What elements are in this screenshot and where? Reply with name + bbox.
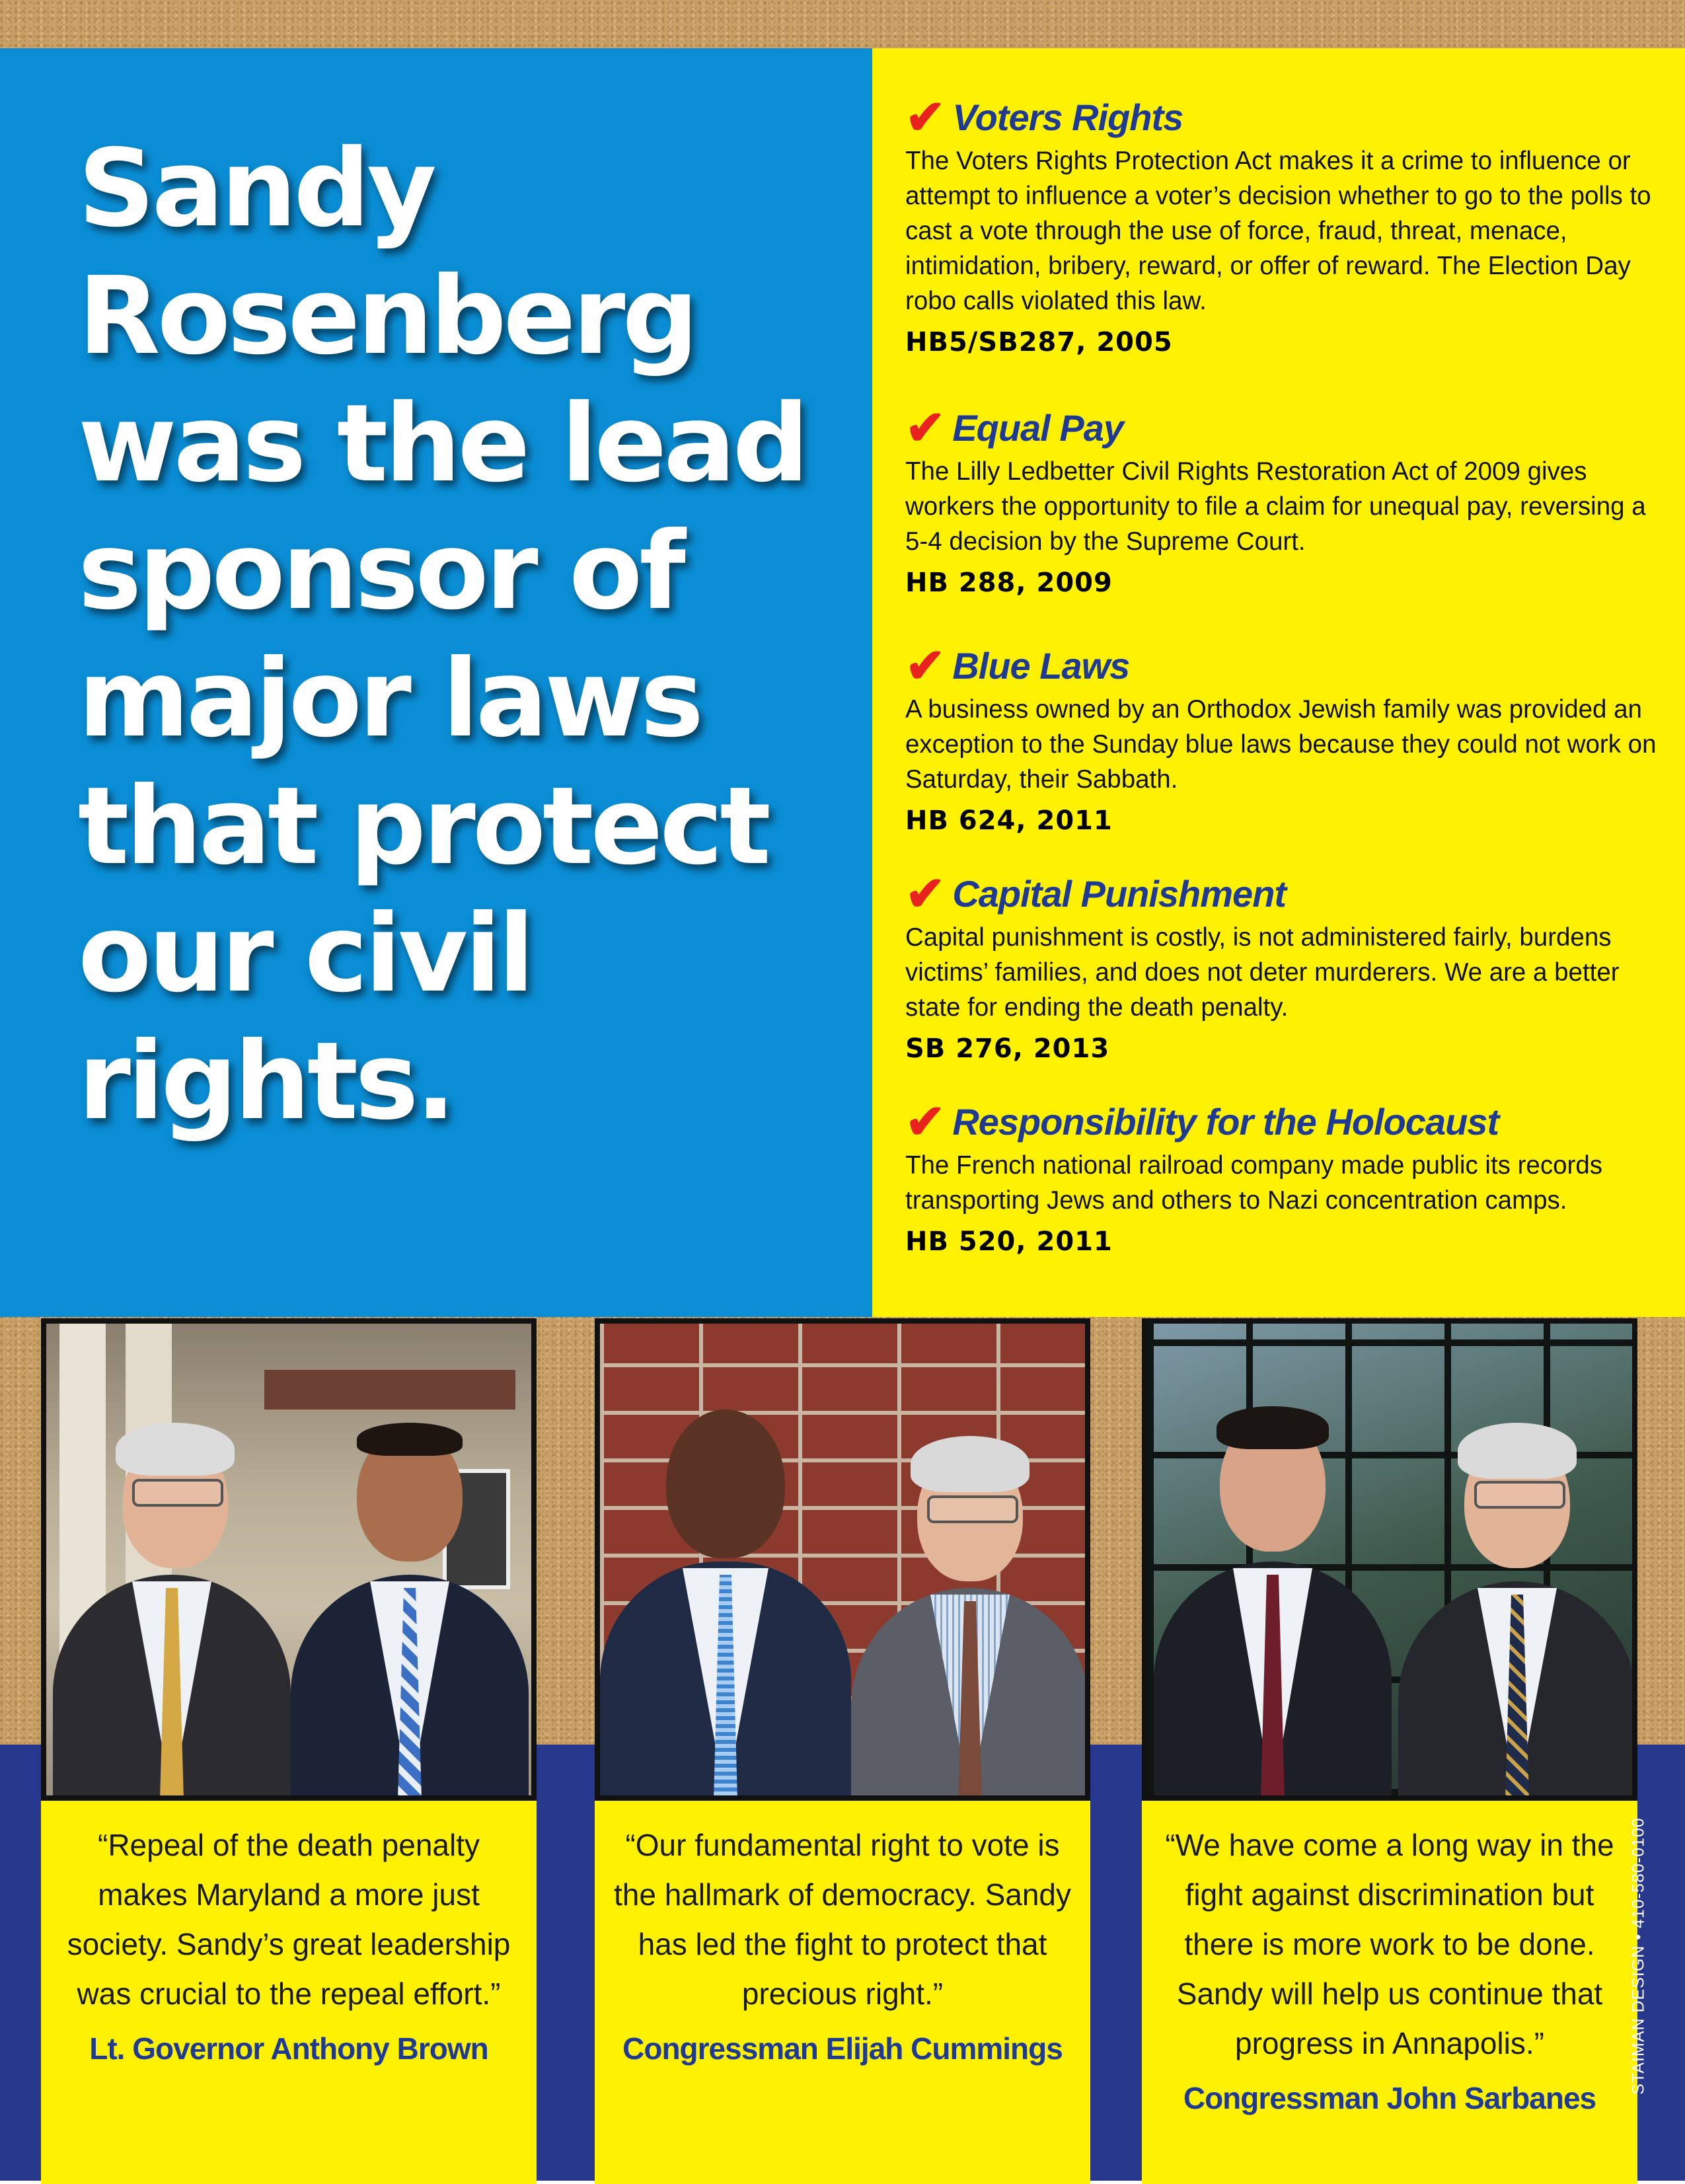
law-bill-number: HB 288, 2009 xyxy=(905,568,1113,598)
law-bill-number: HB 520, 2011 xyxy=(905,1226,1113,1257)
photo-rosenberg-and-brown xyxy=(41,1318,537,1801)
person-cummings xyxy=(600,1403,851,1799)
law-title-text: Blue Laws xyxy=(952,645,1130,687)
law-title-text: Responsibility for the Holocaust xyxy=(952,1101,1499,1143)
checkmark-icon: ✔ xyxy=(905,1096,945,1148)
law-item-blue-laws xyxy=(905,640,1659,839)
law-bill-number: SB 276, 2013 xyxy=(905,1034,1110,1064)
photo-sarbanes-and-rosenberg xyxy=(1142,1318,1637,1801)
person-brown xyxy=(291,1416,529,1799)
law-title xyxy=(905,1096,1659,1148)
law-item-equal-pay xyxy=(905,402,1659,601)
law-title-text: Voters Rights xyxy=(952,96,1183,138)
law-title-text: Capital Punishment xyxy=(952,873,1287,915)
law-title xyxy=(905,640,1659,693)
law-title xyxy=(905,402,1659,455)
law-bill-number: HB 624, 2011 xyxy=(905,806,1113,836)
quote-box xyxy=(1142,1801,1637,2184)
law-description: The French national railroad company made public its records transporting Jews and others to Nazi concentration camps. xyxy=(905,1151,1602,1215)
testimonial-card-brown xyxy=(41,1318,537,2184)
quote-text: “Our fundamental right to vote is the hallmark of democracy. Sandy has led the fight to protect that precious right.” xyxy=(613,1828,1072,2011)
checkmark-icon: ✔ xyxy=(905,640,945,693)
law-item-voters-rights xyxy=(905,91,1659,361)
checkmark-icon: ✔ xyxy=(905,91,945,144)
law-title-text: Equal Pay xyxy=(952,407,1123,449)
law-title xyxy=(905,868,1659,921)
quote-attribution: Congressman John Sarbanes xyxy=(1183,2081,1596,2115)
person-rosenberg xyxy=(1398,1423,1636,1799)
quote-text: “We have come a long way in the fight against discrimination but there is more work to be done. Sandy will help us continue that progress in Annapolis.” xyxy=(1165,1828,1614,2060)
testimonial-card-sarbanes xyxy=(1142,1318,1637,2184)
law-description: The Lilly Ledbetter Civil Rights Restoration Act of 2009 gives workers the opportunity to file a claim for unequal pay, reversing a 5-4 decision by the Supreme Court. xyxy=(905,457,1646,556)
person-rosenberg xyxy=(53,1423,291,1799)
design-credit-text: STAIMAN DESIGN • 410-580-0100 xyxy=(1629,1817,1648,2095)
quote-box xyxy=(41,1801,537,2184)
law-bill-number: HB5/SB287, 2005 xyxy=(905,327,1173,358)
checkmark-icon: ✔ xyxy=(905,402,945,455)
law-description: Capital punishment is costly, is not administered fairly, burdens victims’ families, and does not deter murderers. We are a better state for ending the death penalty. xyxy=(905,923,1620,1022)
person-sarbanes xyxy=(1154,1403,1392,1799)
brick-band xyxy=(264,1370,515,1410)
quote-attribution: Lt. Governor Anthony Brown xyxy=(89,2031,488,2066)
quote-text: “Repeal of the death penalty makes Maryland a more just society. Sandy’s great leadership was crucial to the repeal effort.” xyxy=(67,1828,511,2011)
law-item-capital-punishment xyxy=(905,868,1659,1067)
testimonial-card-cummings xyxy=(595,1318,1090,2184)
law-title xyxy=(905,91,1659,144)
quote-attribution: Congressman Elijah Cummings xyxy=(622,2031,1063,2066)
law-description: A business owned by an Orthodox Jewish family was provided an exception to the Sunday blue laws because they could not work on Saturday, their Sabbath. xyxy=(905,695,1657,794)
headline: Sandy Rosenberg was the lead sponsor of major laws that protect our civil rights. xyxy=(78,127,806,1144)
photo-cummings-and-rosenberg xyxy=(595,1318,1090,1801)
law-item-holocaust-responsibility xyxy=(905,1096,1659,1260)
person-rosenberg xyxy=(851,1436,1089,1799)
law-description: The Voters Rights Protection Act makes it a crime to influence or attempt to influence a voter’s decision whether to go to the polls to cast a vote through the use of force, fraud, threat, menace, intimidation, bribery, reward, or offer of reward. The Election Day robo calls violated this law. xyxy=(905,147,1651,315)
quote-box xyxy=(595,1801,1090,2184)
checkmark-icon: ✔ xyxy=(905,868,945,921)
